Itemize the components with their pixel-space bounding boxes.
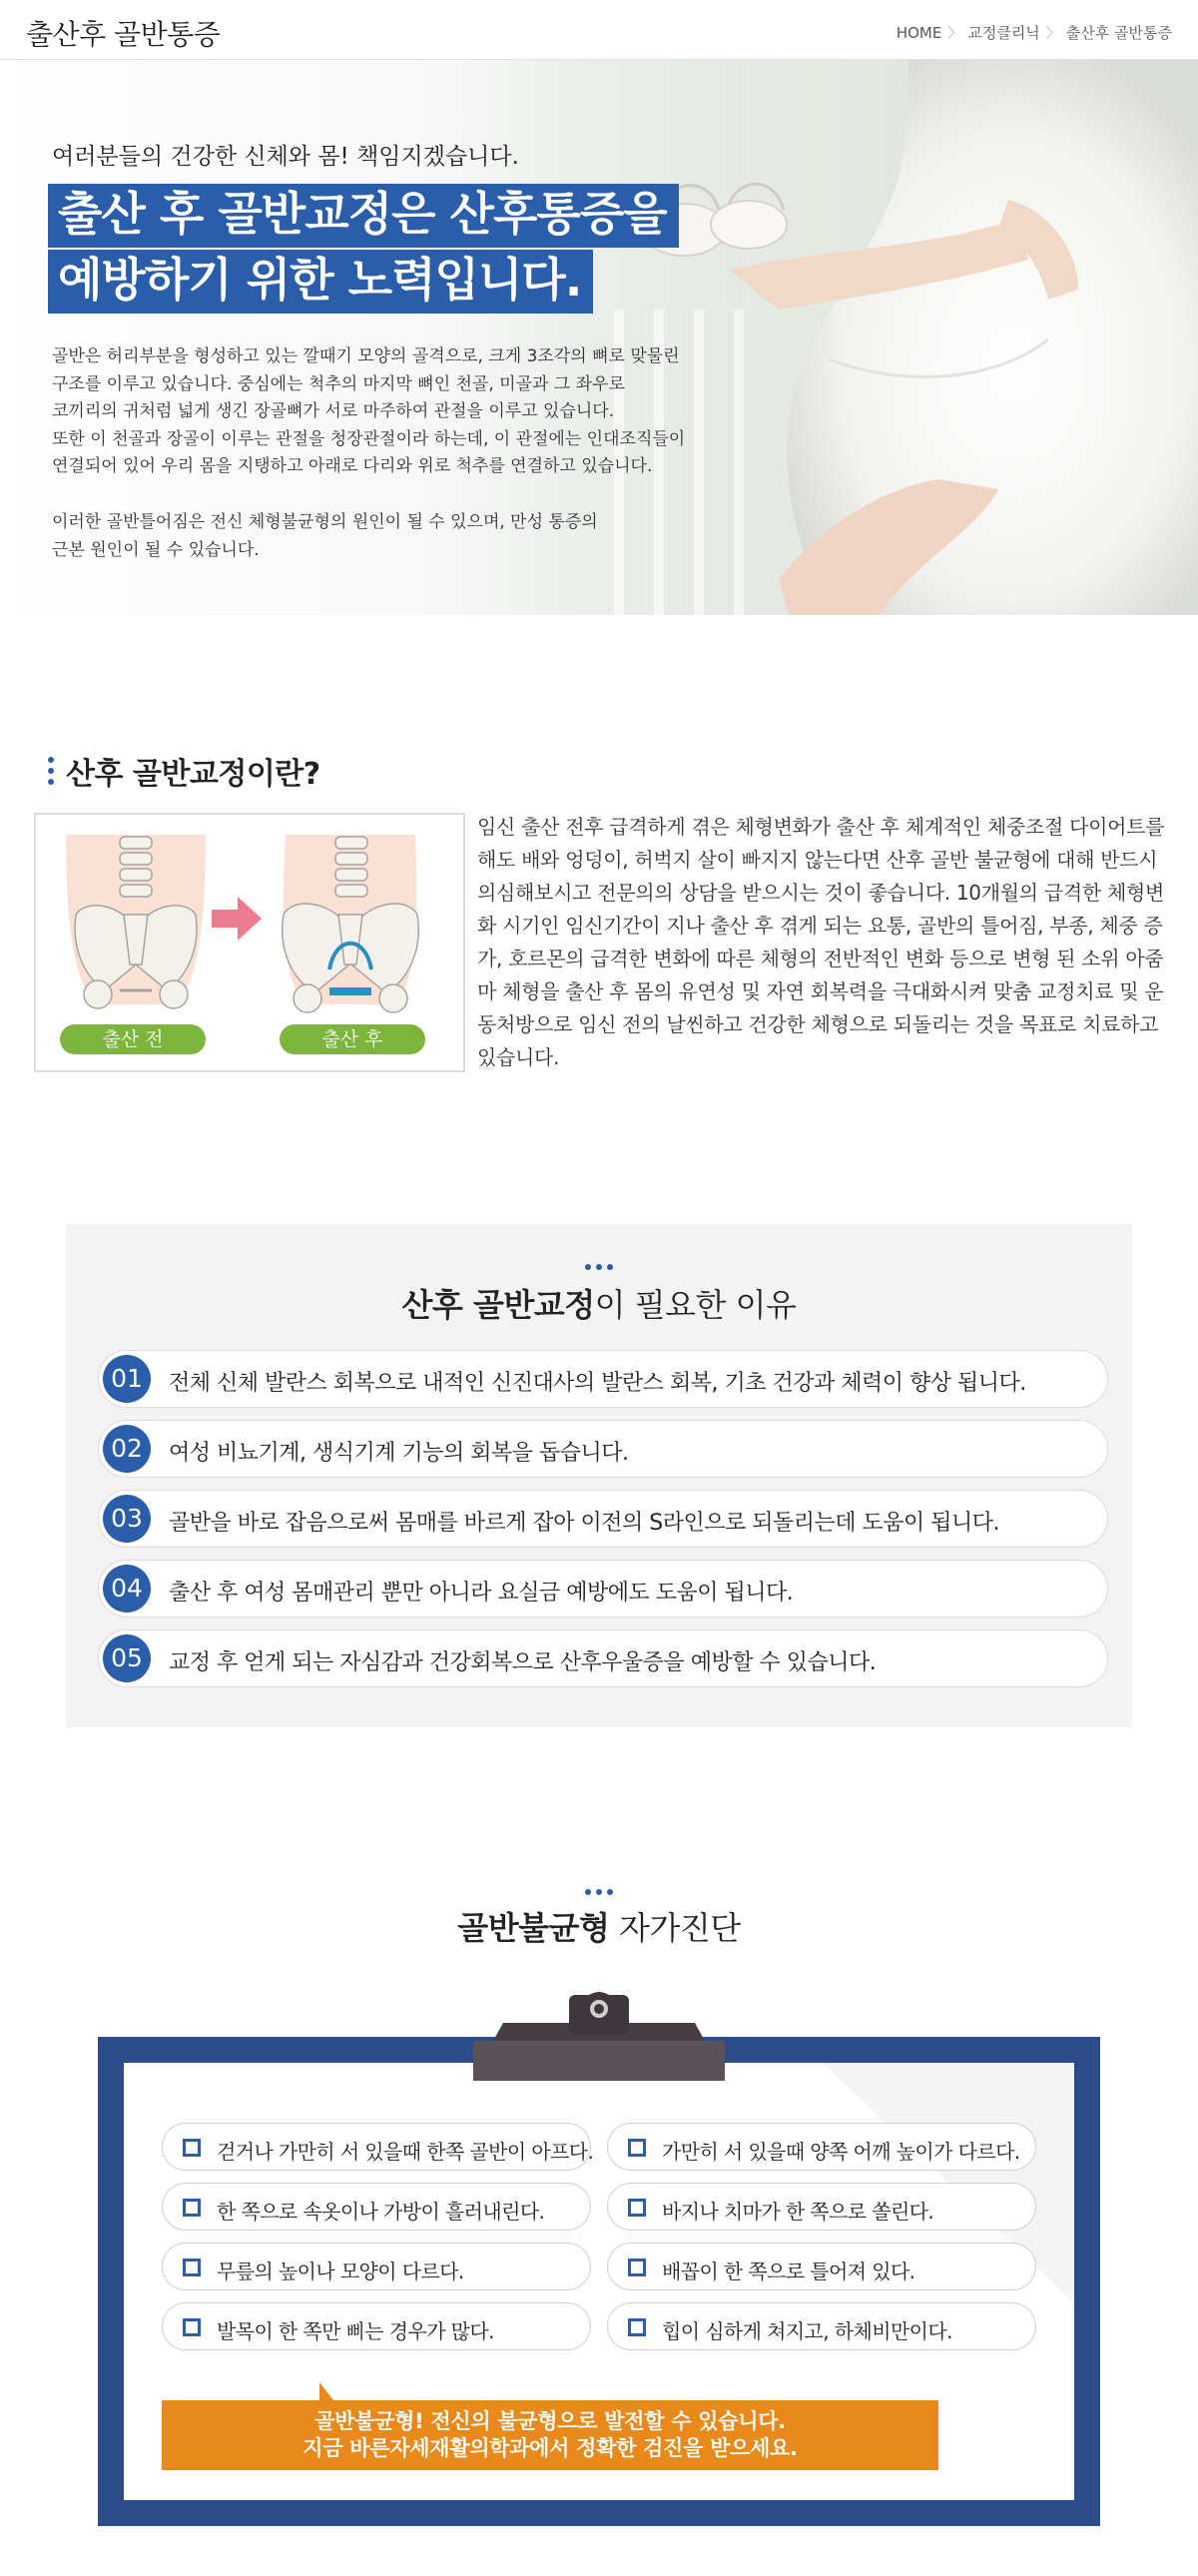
reason-text: 여성 비뇨기계, 생식기계 기능의 회복을 돕습니다. [169,1441,629,1466]
hero-banner [0,60,1198,615]
checklist-item[interactable] [162,2302,591,2350]
breadcrumb-current: 출산후 골반통증 [1065,24,1172,42]
checklist-item-text: 가만히 서 있을때 양쪽 어깨 높이가 다르다. [662,2140,1020,2164]
reason-number-badge: 03 [103,1495,151,1543]
reason-item [98,1490,1108,1548]
pelvis-after-icon [283,835,419,1012]
checklist-item-text: 바지나 치마가 한 쪽으로 쏠린다. [662,2200,934,2224]
reason-number-badge: 04 [103,1565,151,1612]
hero-description-line: 근본 원인이 될 수 있습니다. [52,539,260,560]
hero-description-secondary [52,509,711,564]
checklist-item-text: 한 쪽으로 속옷이나 가방이 흘러내린다. [217,2200,545,2224]
self-diagnosis-heading-bold: 골반불균형 [457,1909,610,1947]
page-header [0,0,1198,60]
self-diagnosis-heading-rest: 자가진단 [609,1909,741,1947]
reason-text: 전체 신체 발란스 회복으로 내적인 신진대사의 발란스 회복, 기초 건강과 체력이 향상 됩니다. [169,1371,1026,1396]
checklist-item-text: 무릎의 높이나 모양이 다르다. [217,2259,464,2283]
hero-headline-line1: 출산 후 골반교정은 산후통증을 [48,184,679,248]
pelvis-before-icon [66,835,206,1008]
checkbox-icon[interactable] [628,2258,646,2276]
hero-description-line: 이러한 골반틀어짐은 전신 체형불균형의 원인이 될 수 있으며, 만성 통증의 [52,512,598,532]
hero-description-line: 또한 이 천골과 장골이 이루는 관절을 청장관절이라 하는데, 이 관절에는 인대조직들이 [52,428,686,449]
label-after-birth: 출산 후 [280,1024,425,1054]
hero-description-line: 골반은 허리부분을 형성하고 있는 깔때기 모양의 골격으로, 크게 3조각의 뼈로 맞물린 [52,346,680,366]
section-dots-icon [0,1889,1198,1895]
section-heading: 산후 골반교정이란? [66,757,320,792]
section-postpartum-description: 임신 출산 전후 급격하게 겪은 체형변화가 출산 후 체계적인 체중조절 다이어트를 해도 배와 엉덩이, 허벅지 살이 빠지지 않는다면 산후 골반 불균형에 대해 반드시 의심해보시고 전문의의 상담을 받으시는 것이 좋습니다. 10개월의 급격한 체형변화 시기인 임신기간이 지나 출산 후 겪게 되는 요통, 골반의 틀어짐, 부종, 체중 증가, 호르몬의 급격한 변화에 따른 체형의 전반적인 변화 등으로 변형 된 소위 아줌마 체형을 출산 후 몸의 유연성 및 자연 회복력을 극대화시켜 맞춤 교정치료 및 운동처방으로 임신 전의 날씬하고 건강한 체형으로 되돌리는 것을 목표로 치료하고 있습니다. [477,815,1165,1069]
hero-lead-text: 여러분들의 건강한 신체와 몸! 책임지겠습니다. [52,144,519,170]
breadcrumb-separator: 〉 [1045,25,1060,42]
section-dots-icon [66,1264,1132,1270]
pelvis-comparison-illustration [34,813,465,1072]
reasons-panel [66,1224,1132,1727]
hero-description-line: 코끼리의 귀처럼 넓게 생긴 장골뼈가 서로 마주하여 관절을 이루고 있습니다. [52,401,615,421]
checklist-item[interactable] [162,2243,591,2290]
breadcrumb-separator: 〉 [947,25,962,42]
self-diagnosis-heading [0,1903,1198,1949]
reasons-heading [66,1280,1132,1326]
warning-banner-line2: 지금 바른자세재활의학과에서 정확한 검진을 받으세요. [302,2436,798,2460]
speech-tail-decoration [319,2382,333,2400]
hero-description-line: 연결되어 있어 우리 몸을 지탱하고 아래로 다리와 위로 척추를 연결하고 있습니다. [52,456,653,476]
checklist-item[interactable] [162,2123,594,2171]
checklist-item[interactable] [607,2123,1036,2171]
reason-text: 골반을 바로 잡음으로써 몸매를 바르게 잡아 이전의 S라인으로 되돌리는데 도움이 됩니다. [169,1511,999,1536]
checklist-item[interactable] [607,2243,1036,2290]
reason-text: 교정 후 얻게 되는 자심감과 건강회복으로 산후우울증을 예방할 수 있습니다. [169,1650,877,1675]
reasons-heading-bold: 산후 골반교정 [401,1286,595,1324]
reason-item [98,1420,1108,1478]
checklist-item-text: 발목이 한 쪽만 삐는 경우가 많다. [217,2319,494,2343]
checkbox-icon[interactable] [183,2139,201,2157]
warning-banner-line1: 골반불균형! 전신의 불균형으로 발전할 수 있습니다. [314,2409,786,2433]
hero-description [52,343,731,481]
checklist-item[interactable] [162,2183,591,2231]
reason-number-badge: 02 [103,1425,151,1473]
checkbox-icon[interactable] [183,2199,201,2217]
page-title: 출산후 골반통증 [26,18,221,51]
breadcrumb-clinic[interactable]: 교정클리닉 [967,24,1040,42]
label-before-birth: 출산 전 [60,1024,206,1054]
checklist-item[interactable] [607,2302,1036,2350]
checkbox-icon[interactable] [628,2318,646,2336]
checkbox-icon[interactable] [183,2258,201,2276]
reasons-heading-rest: 이 필요한 이유 [594,1286,797,1324]
hero-headline-line2: 예방하기 위한 노력입니다. [48,250,593,314]
bullet-dots-icon [48,757,54,785]
reason-text: 출산 후 여성 몸매관리 뿐만 아니라 요실금 예방에도 도움이 됩니다. [169,1581,794,1606]
checkbox-icon[interactable] [183,2318,201,2336]
reason-number-badge: 01 [103,1355,151,1403]
warning-banner [162,2400,938,2470]
checklist-item-text: 힙이 심하게 쳐지고, 하체비만이다. [662,2319,952,2343]
arrow-right-icon [212,897,262,941]
checkbox-icon[interactable] [628,2199,646,2217]
checklist-item[interactable] [607,2183,1036,2231]
reason-item [98,1560,1108,1617]
section-postpartum-title [48,749,320,793]
hero-description-line: 구조를 이루고 있습니다. 중심에는 척추의 마지막 뼈인 천골, 미골과 그 좌우로 [52,373,625,394]
checklist-item-text: 걷거나 가만히 서 있을때 한쪽 골반이 아프다. [217,2140,594,2164]
breadcrumb [897,22,1172,43]
checklist-item-text: 배꼽이 한 쪽으로 틀어져 있다. [662,2259,915,2283]
checkbox-icon[interactable] [628,2139,646,2157]
reason-item [98,1350,1108,1408]
reason-item [98,1629,1108,1687]
clipboard-clip-icon [473,1983,725,2081]
reason-number-badge: 05 [103,1634,151,1682]
breadcrumb-home[interactable]: HOME [896,23,942,42]
